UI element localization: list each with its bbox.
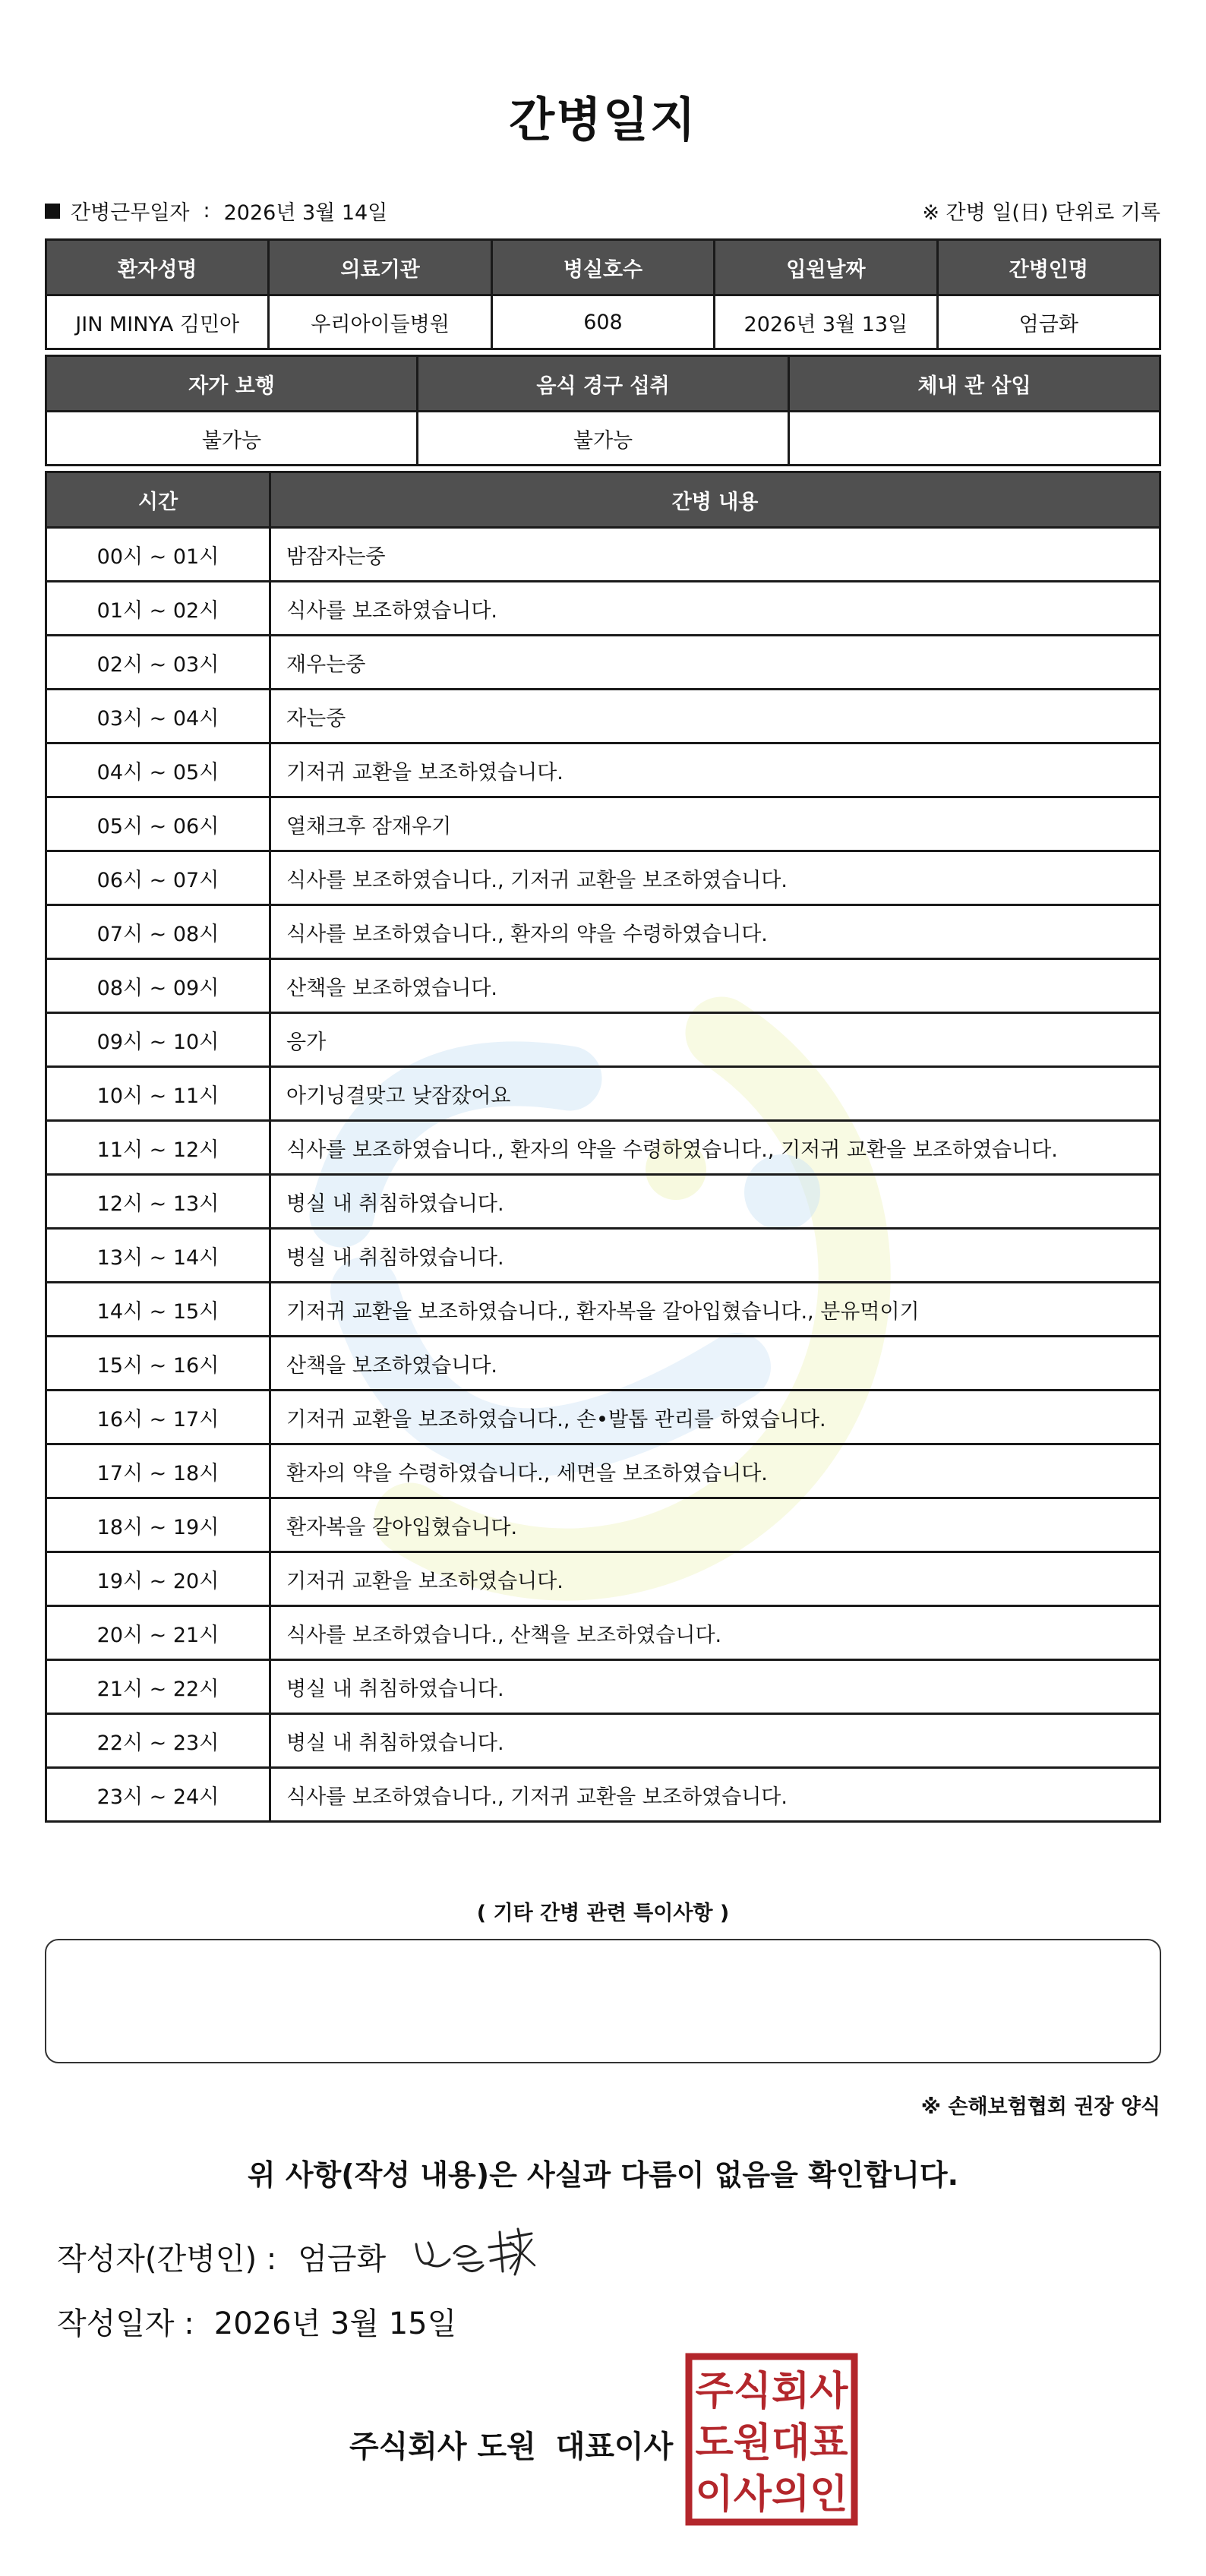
header-oral-intake: 음식 경구 섭취 (418, 356, 789, 412)
care-log-row (46, 1283, 1160, 1337)
care-log-content: 식사를 보조하였습니다., 기저귀 교환을 보조하였습니다. (270, 851, 1160, 905)
patient-info-table (45, 238, 1161, 350)
written-date-line (57, 2300, 456, 2343)
caregiver-name-value: 엄금화 (937, 295, 1160, 349)
care-log-content: 식사를 보조하였습니다., 기저귀 교환을 보조하였습니다. (270, 1768, 1160, 1822)
care-log-row (46, 905, 1160, 959)
care-log-row (46, 743, 1160, 797)
remarks-title: ( 기타 간병 관련 특이사항 ) (476, 1902, 730, 1925)
care-log-content: 기저귀 교환을 보조하였습니다. (270, 743, 1160, 797)
care-log-content: 응가 (270, 1013, 1160, 1067)
seal-line-3: 이사의인 (695, 2472, 848, 2518)
writer-name: 엄금화 (298, 2242, 387, 2277)
care-log-content: 환자복을 갈아입혔습니다. (270, 1498, 1160, 1552)
care-log-time: 03시 ~ 04시 (46, 690, 270, 743)
care-log-row (46, 1498, 1160, 1552)
care-log-time: 05시 ~ 06시 (46, 797, 270, 851)
care-log-content: 밤잠자는중 (270, 528, 1160, 582)
care-log-time: 17시 ~ 18시 (46, 1444, 270, 1498)
care-log-time: 01시 ~ 02시 (46, 582, 270, 636)
recommended-form-note: ※ 손해보험협회 권장 양식 (920, 2095, 1160, 2119)
medical-institution-value: 우리아이들병원 (269, 295, 491, 349)
admission-date-value: 2026년 3월 13일 (715, 295, 937, 349)
company-seal-stamp (685, 2353, 858, 2526)
care-log-time: 18시 ~ 19시 (46, 1498, 270, 1552)
work-date-separator: : (203, 199, 210, 223)
care-log-content: 식사를 보조하였습니다., 산책을 보조하였습니다. (270, 1606, 1160, 1660)
patient-info-header-row (46, 240, 1160, 295)
patient-status-table (45, 355, 1161, 466)
writer-label: 작성자(간병인) : (57, 2242, 277, 2277)
written-date-value: 2026년 3월 15일 (213, 2306, 457, 2341)
care-log-time: 22시 ~ 23시 (46, 1714, 270, 1768)
care-log-row (46, 1337, 1160, 1391)
care-log-row (46, 1660, 1160, 1714)
header-medical-institution: 의료기관 (269, 240, 491, 295)
record-unit-note: ※ 간병 일(日) 단위로 기록 (922, 201, 1160, 225)
care-log-content: 병실 내 취침하였습니다. (270, 1714, 1160, 1768)
patient-status-value-row (46, 412, 1160, 466)
care-log-row (46, 582, 1160, 636)
header-admission-date: 입원날짜 (715, 240, 937, 295)
care-log-time: 21시 ~ 22시 (46, 1660, 270, 1714)
care-log-time: 15시 ~ 16시 (46, 1337, 270, 1391)
care-log-time: 08시 ~ 09시 (46, 959, 270, 1013)
care-log-row (46, 1606, 1160, 1660)
care-log-header-row (46, 472, 1160, 528)
care-log-content: 기저귀 교환을 보조하였습니다., 환자복을 갈아입혔습니다., 분유먹이기 (270, 1283, 1160, 1337)
square-bullet-icon (45, 204, 60, 219)
care-log-row (46, 1013, 1160, 1067)
care-log-content: 재우는중 (270, 636, 1160, 690)
company-name: 주식회사 도원 (349, 2429, 536, 2464)
care-log-row (46, 690, 1160, 743)
care-log-time: 20시 ~ 21시 (46, 1606, 270, 1660)
care-log-content: 병실 내 취침하였습니다. (270, 1660, 1160, 1714)
care-log-row (46, 1067, 1160, 1121)
care-log-time: 16시 ~ 17시 (46, 1391, 270, 1444)
care-log-time: 04시 ~ 05시 (46, 743, 270, 797)
header-caregiver-name: 간병인명 (937, 240, 1160, 295)
header-room-number: 병실호수 (491, 240, 714, 295)
care-log-time: 11시 ~ 12시 (46, 1121, 270, 1175)
care-log-time: 00시 ~ 01시 (46, 528, 270, 582)
care-log-row (46, 1714, 1160, 1768)
handwritten-signature (410, 2221, 547, 2278)
self-walking-value: 불가능 (46, 412, 418, 466)
care-log-content: 산책을 보조하였습니다. (270, 1337, 1160, 1391)
care-log-time: 06시 ~ 07시 (46, 851, 270, 905)
care-log-content: 병실 내 취침하였습니다. (270, 1229, 1160, 1283)
confirmation-statement: 위 사항(작성 내용)은 사실과 다름이 없음을 확인합니다. (247, 2158, 959, 2192)
care-log-content: 식사를 보조하였습니다. (270, 582, 1160, 636)
care-log-row (46, 797, 1160, 851)
patient-info-value-row (46, 295, 1160, 349)
work-date-label: 간병근무일자 (71, 201, 190, 225)
header-patient-name: 환자성명 (46, 240, 269, 295)
header-care-content: 간병 내용 (270, 472, 1160, 528)
work-date-value: 2026년 3월 14일 (223, 201, 388, 225)
care-log-content: 기저귀 교환을 보조하였습니다. (270, 1552, 1160, 1606)
seal-line-2: 도원대표 (695, 2420, 848, 2466)
care-log-row (46, 1229, 1160, 1283)
care-log-row (46, 528, 1160, 582)
care-log-time: 12시 ~ 13시 (46, 1175, 270, 1229)
header-time: 시간 (46, 472, 270, 528)
care-log-row (46, 851, 1160, 905)
care-log-row (46, 1444, 1160, 1498)
care-log-time: 09시 ~ 10시 (46, 1013, 270, 1067)
care-log-row (46, 1121, 1160, 1175)
care-log-row (46, 1391, 1160, 1444)
patient-status-header-row (46, 356, 1160, 412)
care-log-row (46, 1175, 1160, 1229)
care-log-time: 23시 ~ 24시 (46, 1768, 270, 1822)
care-log-table (45, 471, 1161, 1823)
header-self-walking: 자가 보행 (46, 356, 418, 412)
oral-intake-value: 불가능 (418, 412, 789, 466)
seal-line-1: 주식회사 (695, 2369, 848, 2414)
patient-name-value: JIN MINYA 김민아 (46, 295, 269, 349)
company-title: 대표이사 (555, 2429, 674, 2464)
care-log-row (46, 636, 1160, 690)
care-log-row (46, 959, 1160, 1013)
work-date-line (45, 196, 387, 226)
care-log-content: 자는중 (270, 690, 1160, 743)
care-log-content: 산책을 보조하였습니다. (270, 959, 1160, 1013)
company-line (349, 2423, 673, 2466)
remarks-box (45, 1939, 1161, 2063)
care-log-content: 식사를 보조하였습니다., 환자의 약을 수령하였습니다., 기저귀 교환을 보조하였습니다. (270, 1121, 1160, 1175)
care-log-time: 13시 ~ 14시 (46, 1229, 270, 1283)
written-date-label: 작성일자 : (57, 2306, 194, 2341)
care-log-row (46, 1768, 1160, 1822)
care-log-content: 환자의 약을 수령하였습니다., 세면을 보조하였습니다. (270, 1444, 1160, 1498)
care-log-content: 열채크후 잠재우기 (270, 797, 1160, 851)
care-log-content: 아기닝결맞고 낮잠잤어요 (270, 1067, 1160, 1121)
care-log-time: 10시 ~ 11시 (46, 1067, 270, 1121)
care-log-content: 식사를 보조하였습니다., 환자의 약을 수령하였습니다. (270, 905, 1160, 959)
care-log-time: 14시 ~ 15시 (46, 1283, 270, 1337)
care-log-content: 병실 내 취침하였습니다. (270, 1175, 1160, 1229)
care-log-row (46, 1552, 1160, 1606)
care-log-time: 02시 ~ 03시 (46, 636, 270, 690)
care-log-time: 19시 ~ 20시 (46, 1552, 270, 1606)
document-title: 간병일지 (509, 92, 697, 147)
writer-line (57, 2235, 386, 2278)
room-number-value: 608 (491, 295, 714, 349)
tube-insertion-value (789, 412, 1160, 466)
care-log-time: 07시 ~ 08시 (46, 905, 270, 959)
header-tube-insertion: 체내 관 삽입 (789, 356, 1160, 412)
care-log-content: 기저귀 교환을 보조하였습니다., 손•발톱 관리를 하였습니다. (270, 1391, 1160, 1444)
